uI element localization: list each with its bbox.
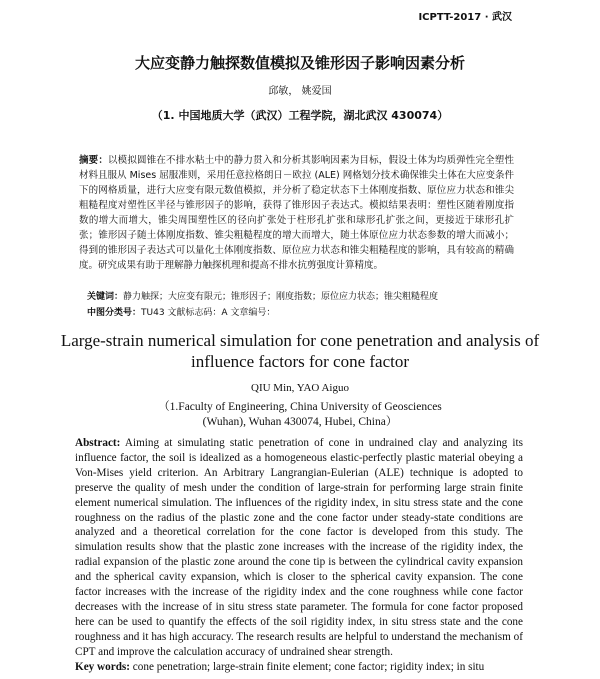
english-affiliation: （1.Faculty of Engineering, China University of Geosciences (Wuhan), Wuhan 430074, Hubei, China） bbox=[158, 401, 442, 428]
chinese-classification bbox=[87, 305, 517, 318]
english-abstract-label: Abstract: bbox=[75, 437, 121, 449]
english-keywords-text: cone penetration; large-strain finite element; cone factor; rigidity index; in situ bbox=[132, 661, 485, 673]
chinese-keywords bbox=[87, 289, 517, 302]
english-abstract bbox=[75, 436, 523, 660]
classification-label: 中图分类号： bbox=[87, 308, 142, 318]
chinese-affiliation: （1. 中国地质大学（武汉）工程学院，湖北武汉 430074） bbox=[151, 109, 449, 122]
chinese-abstract bbox=[79, 153, 514, 273]
chinese-title: 大应变静力触探数值模拟及锥形因子影响因素分析 bbox=[134, 54, 465, 72]
chinese-authors: 邱敏， 姚爱国 bbox=[268, 86, 332, 97]
chinese-keywords-text: 静力触探；大应变有限元；锥形因子；刚度指数；原位应力状态；锥尖粗糙程度 bbox=[123, 292, 439, 302]
english-abstract-text: Aiming at simulating static penetration of cone in undrained clay and analyzing its influence factor, the soil is idealized as a homogeneous elastic-perfectly plastic material obeying a Von-Mises yield criterion. An Arbitrary Langrangian-Eulerian (ALE) technique is adopted to preserve the quality of mesh under the condition of large-strain for performing large strain finite element numerical simulation. The influences of the rigidity index, in situ stress state and the cone roughness on the radius of the plastic zone and the cone factor under steady-state conditions are analyzed and a theoretical correlation for the cone factor is developed from this study. The simulation results show that the plastic zone increases with the increase of the rigidity index, the radial expansion of the plastic zone around the cone tip is between the cylindrical cavity expansion and the spherical cavity expansion, which is closer to the spherical cavity expansion. The cone factor increases with the increase of the rigidity index and the cone roughness while cone factor decreases with the increase of in situ stress state parameter. The formula for cone factor proposed here can be used to quantify the effects of the soil rigidity index, in situ stress state and the cone roughness and it has high accuracy. The research results are helpful to understand the mechanism of CPT and improve the calculation accuracy of undrained shear strength. bbox=[75, 437, 523, 658]
classification-text: TU43 文献标志码：A 文章编号： bbox=[141, 308, 276, 318]
english-keywords-label: Key words: bbox=[75, 661, 130, 673]
chinese-abstract-text: 以模拟圆锥在不排水粘土中的静力贯入和分析其影响因素为目标，假设土体为均质弹性完全塑性材料且服从 Mises 屈服准则，采用任意拉格朗日－欧拉 (ALE) 网格划分技术确保锥尖土体在大应变条件下的网格质量，进行大应变有限元数值模拟，并分析了稳定状态下土体刚度指数、原位应力状态和锥尖粗糙程度对塑性区半径与锥形因子的影响，获得了锥形因子表达式。模拟结果表明：塑性区随着刚度指数的增大而增大，锥尖周围塑性区的径向扩张处于柱形孔扩张和球形孔扩张之间，更接近于球形孔扩张；锥形因子随土体刚度指数、锥尖粗糙程度的增大而增大，随土体原位应力状态参数的增大而减小；得到的锥形因子表达式可以量化土体刚度指数、原位应力状态和锥尖粗糙程度的影响，具有较高的精确度。研究成果有助于理解静力触探机理和提高不排水抗剪强度计算精度。 bbox=[79, 155, 514, 271]
english-authors: QIU Min, YAO Aiguo bbox=[251, 382, 349, 394]
english-title: Large-strain numerical simulation for cone penetration and analysis of influence factors for cone factor bbox=[60, 331, 540, 371]
conference-header: ICPTT-2017 · 武汉 bbox=[418, 12, 512, 23]
chinese-keywords-label: 关键词： bbox=[87, 292, 124, 302]
chinese-abstract-label: 摘要： bbox=[79, 155, 109, 166]
english-keywords bbox=[75, 660, 530, 674]
